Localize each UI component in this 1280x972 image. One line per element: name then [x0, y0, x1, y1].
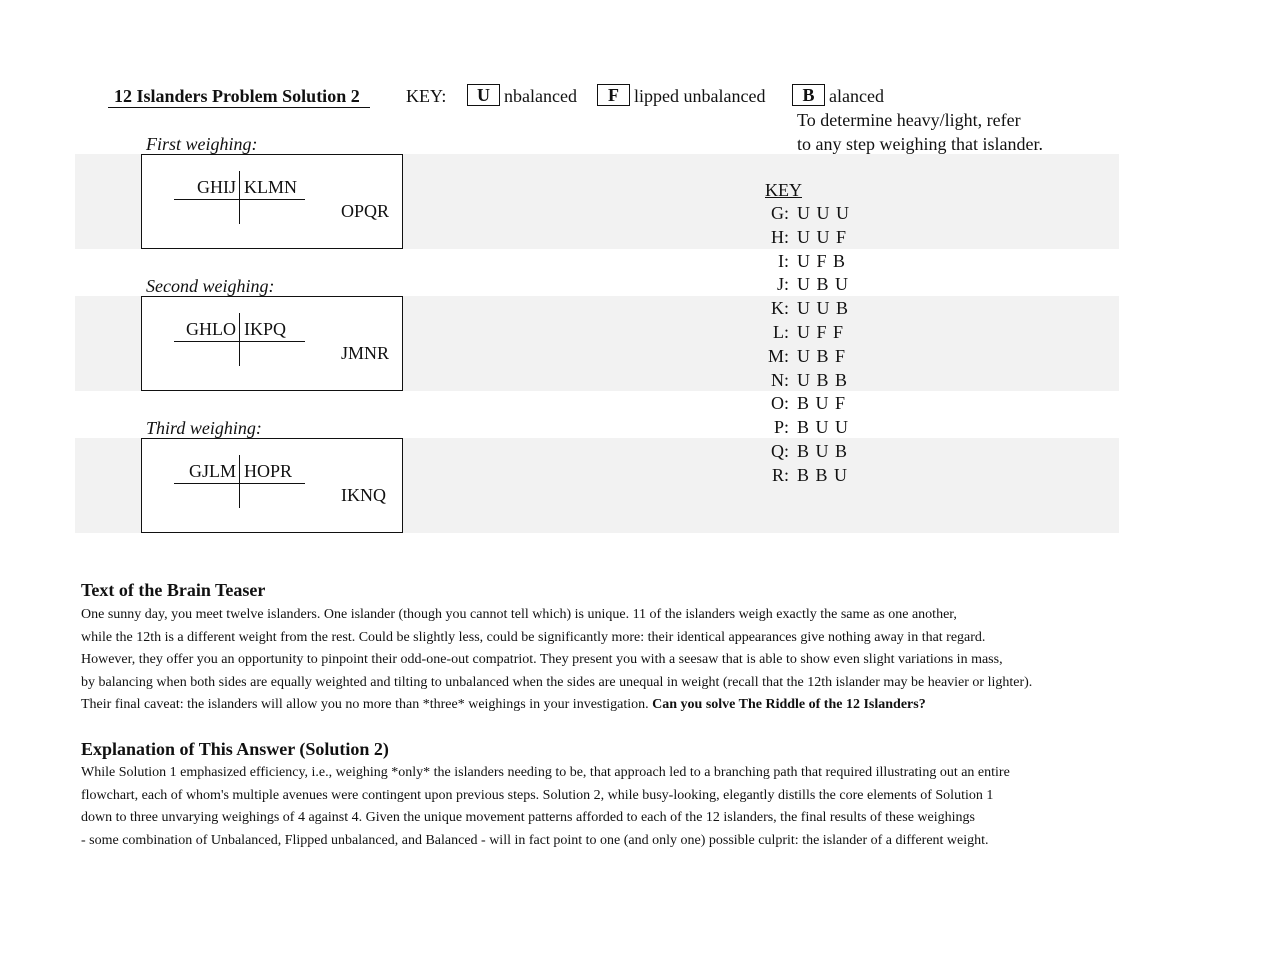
explanation-paragraph	[81, 762, 1010, 852]
key-label: KEY:	[406, 86, 447, 106]
key-table-heading: KEY	[765, 180, 802, 200]
key-table-row	[740, 465, 848, 486]
islander-id: H:	[771, 226, 789, 247]
heavy-light-note-line-1: To determine heavy/light, refer	[797, 110, 1021, 130]
title-underline	[108, 107, 370, 108]
islander-id: I:	[778, 250, 789, 271]
outcome-pattern: B U B	[797, 441, 849, 461]
teaser-caveat: Their final caveat: the islanders will allow you no more than *three* weighings in your investigation.	[81, 697, 649, 713]
islander-id: K:	[771, 298, 789, 319]
weighing-label: First weighing:	[146, 134, 258, 154]
outcome-pattern: U B U	[797, 274, 850, 295]
outcome-pattern: U U B	[797, 298, 850, 319]
islander-id: N:	[771, 369, 789, 390]
key-table-row	[740, 393, 846, 414]
teaser-line: However, they offer you an opportunity to pinpoint their odd-one-out compatriot. They present you with a seesaw that is able to show even slight variations in mass,	[81, 652, 1003, 668]
key-table-row	[740, 417, 849, 438]
islander-id: L:	[773, 322, 789, 342]
teaser-line	[81, 694, 1032, 717]
outcome-pattern: U B B	[797, 369, 849, 390]
outcome-pattern: U B F	[797, 345, 847, 366]
outcome-pattern: B U U	[797, 417, 850, 438]
outcome-pattern: B U F	[797, 393, 847, 414]
page-title: 12 Islanders Problem Solution 2	[114, 86, 360, 106]
legend-text-f: lipped unbalanced	[634, 86, 766, 106]
key-table-row	[740, 203, 850, 224]
off-scale-islanders: JMNR	[341, 343, 390, 363]
islander-id: R:	[771, 464, 789, 485]
key-table-row	[740, 346, 846, 367]
right-pan-islanders: HOPR	[244, 461, 293, 481]
islander-id: J:	[776, 274, 789, 295]
teaser-paragraph	[81, 604, 1032, 717]
outcome-pattern: U U U	[797, 203, 850, 223]
islander-id: O:	[771, 393, 789, 414]
left-pan-islanders: GJLM	[188, 461, 236, 481]
key-table-row	[740, 298, 849, 319]
explanation-line: down to three unvarying weighings of 4 against 4. Given the unique movement patterns afforded to each of the 12 islanders, the final results of these weighings	[81, 810, 975, 826]
right-pan-islanders: IKPQ	[244, 319, 287, 339]
teaser-line: while the 12th is a different weight from the rest. Could be slightly less, could be significantly more: their identical appearances give nothing away in that regard.	[81, 629, 986, 645]
weighing-diagram	[141, 438, 403, 533]
left-pan-islanders: GHIJ	[197, 177, 236, 197]
legend-box-u: U	[467, 84, 500, 106]
key-table-row	[740, 227, 847, 248]
legend-text-u: nbalanced	[504, 86, 577, 106]
legend-box-b: B	[792, 84, 825, 106]
off-scale-islanders: OPQR	[341, 201, 390, 221]
explanation-line: While Solution 1 emphasized efficiency, i.e., weighing *only* the islanders needing to be, that approach led to a branching path that required illustrating out an entire	[81, 765, 1010, 780]
legend-text-b: alanced	[829, 86, 884, 106]
outcome-pattern: U U F	[797, 226, 848, 247]
weighing-label: Second weighing:	[146, 276, 275, 296]
heavy-light-note-line-2: to any step weighing that islander.	[797, 134, 1043, 154]
outcome-pattern: U F F	[797, 322, 845, 342]
outcome-pattern: U F B	[797, 250, 847, 271]
teaser-question: Can you solve The Riddle of the 12 Islanders?	[652, 697, 926, 713]
weighing-diagram	[141, 154, 403, 249]
right-pan-islanders: KLMN	[244, 177, 297, 197]
teaser-heading: Text of the Brain Teaser	[81, 580, 266, 600]
explanation-line: flowchart, each of whom's multiple avenues were contingent upon previous steps. Solution 2, while busy-looking, elegantly distills the core elements of Solution 1	[81, 787, 994, 803]
weighing-label: Third weighing:	[146, 418, 262, 438]
explanation-heading: Explanation of This Answer (Solution 2)	[81, 739, 389, 759]
islander-id: Q:	[771, 441, 789, 461]
key-table-row	[740, 274, 849, 295]
outcome-pattern: B B U	[797, 464, 849, 485]
key-table-row	[740, 322, 844, 343]
key-table-row	[740, 441, 848, 462]
islander-id: M:	[767, 345, 789, 366]
weighing-diagram	[141, 296, 403, 391]
scale-fulcrum	[239, 313, 240, 366]
scale-fulcrum	[239, 171, 240, 224]
teaser-line: by balancing when both sides are equally weighted and tilting to unbalanced when the sides are unequal in weight (recall that the 12th islander may be heavier or lighter).	[81, 674, 1033, 690]
islander-id: P:	[773, 417, 789, 438]
off-scale-islanders: IKNQ	[341, 485, 386, 505]
key-table-row	[740, 251, 846, 272]
left-pan-islanders: GHLO	[186, 319, 236, 339]
legend-box-f: F	[597, 84, 630, 106]
explanation-line: - some combination of Unbalanced, Flipped unbalanced, and Balanced - will in fact point to one (and only one) possible culprit: the islander of a different weight.	[81, 832, 989, 848]
scale-fulcrum	[239, 455, 240, 508]
islander-id: G:	[771, 203, 789, 223]
teaser-line: One sunny day, you meet twelve islanders. One islander (though you cannot tell which) is unique. 11 of the islanders weigh exactly the same as one another,	[81, 607, 957, 622]
key-table-row	[740, 370, 848, 391]
